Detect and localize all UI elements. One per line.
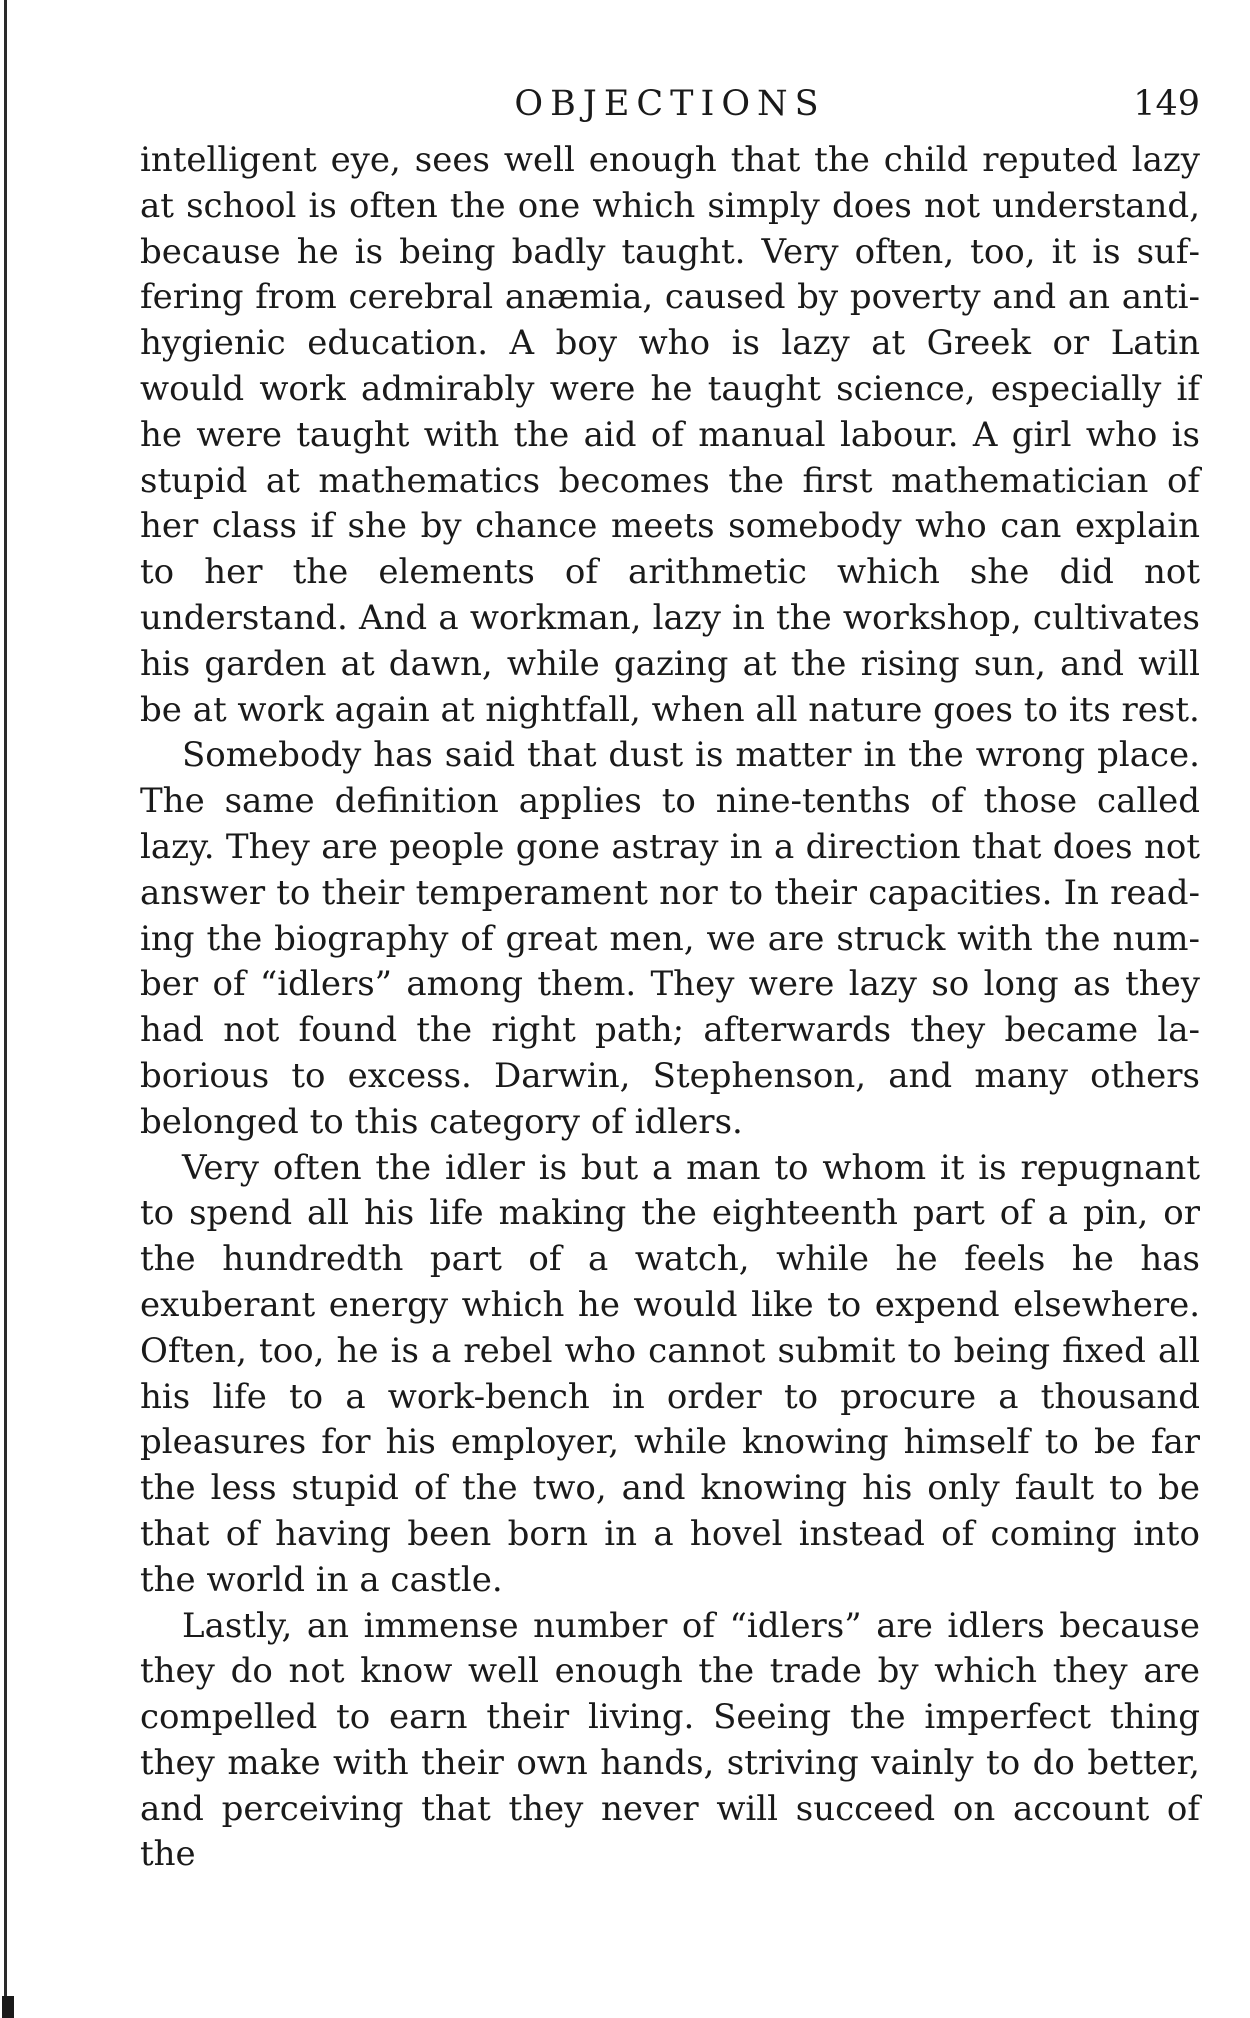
- page-header: [140, 84, 1200, 138]
- body-text: [140, 138, 1200, 1878]
- paragraph: Very often the idler is but a man to whom it is repugnant to spend all his life making the eighteenth part of a pin, or the hundredth part of a watch, while he feels he has exuberant energy which he would like to expend elsewhere. Often, too, he is a rebel who cannot submit to being fixed all his life to a work-bench in order to procure a thousand pleasures for his employer, while knowing himself to be far the less stupid of the two, and knowing his only fault to be that of having been born in a hovel instead of coming into the world in a castle.: [140, 1147, 1200, 1600]
- binding-edge-mark: [2, 1996, 14, 2018]
- running-title: OBJECTIONS: [514, 84, 826, 124]
- binding-edge-line: [4, 0, 7, 2000]
- page-number: 149: [1133, 84, 1200, 124]
- paragraph: intelligent eye, sees well enough that the child reputed lazy at school is often the one which simply does not understand, because he is being badly taught. Very often, too, it is suffering from cerebral anæmia, caused by poverty and an antihygienic education. A boy who is lazy at Greek or Latin would work admirably were he taught science, especially if he were taught with the aid of manual labour. A girl who is stupid at mathematics becomes the first mathematician of her class if she by chance meets somebody who can explain to her the elements of arithmetic which she did not understand. And a workman, lazy in the workshop, cultivates his garden at dawn, while gazing at the rising sun, and will be at work again at nightfall, when all nature goes to its rest.: [140, 140, 1200, 730]
- paragraph: Somebody has said that dust is matter in the wrong place. The same definition applies to nine-tenths of those called lazy. They are people gone astray in a direction that does not answer to their temperament nor to their capacities. In reading the biography of great men, we are struck with the number of “idlers” among them. They were lazy so long as they had not found the right path; afterwards they became laborious to excess. Darwin, Stephenson, and many others belonged to this category of idlers.: [140, 735, 1200, 1142]
- book-page: [140, 84, 1200, 1878]
- paragraph: Lastly, an immense number of “idlers” are idlers because they do not know well enough the trade by which they are compelled to earn their living. Seeing the imperfect thing they make with their own hands, striving vainly to do better, and perceiving that they never will succeed on account of the: [140, 1605, 1200, 1875]
